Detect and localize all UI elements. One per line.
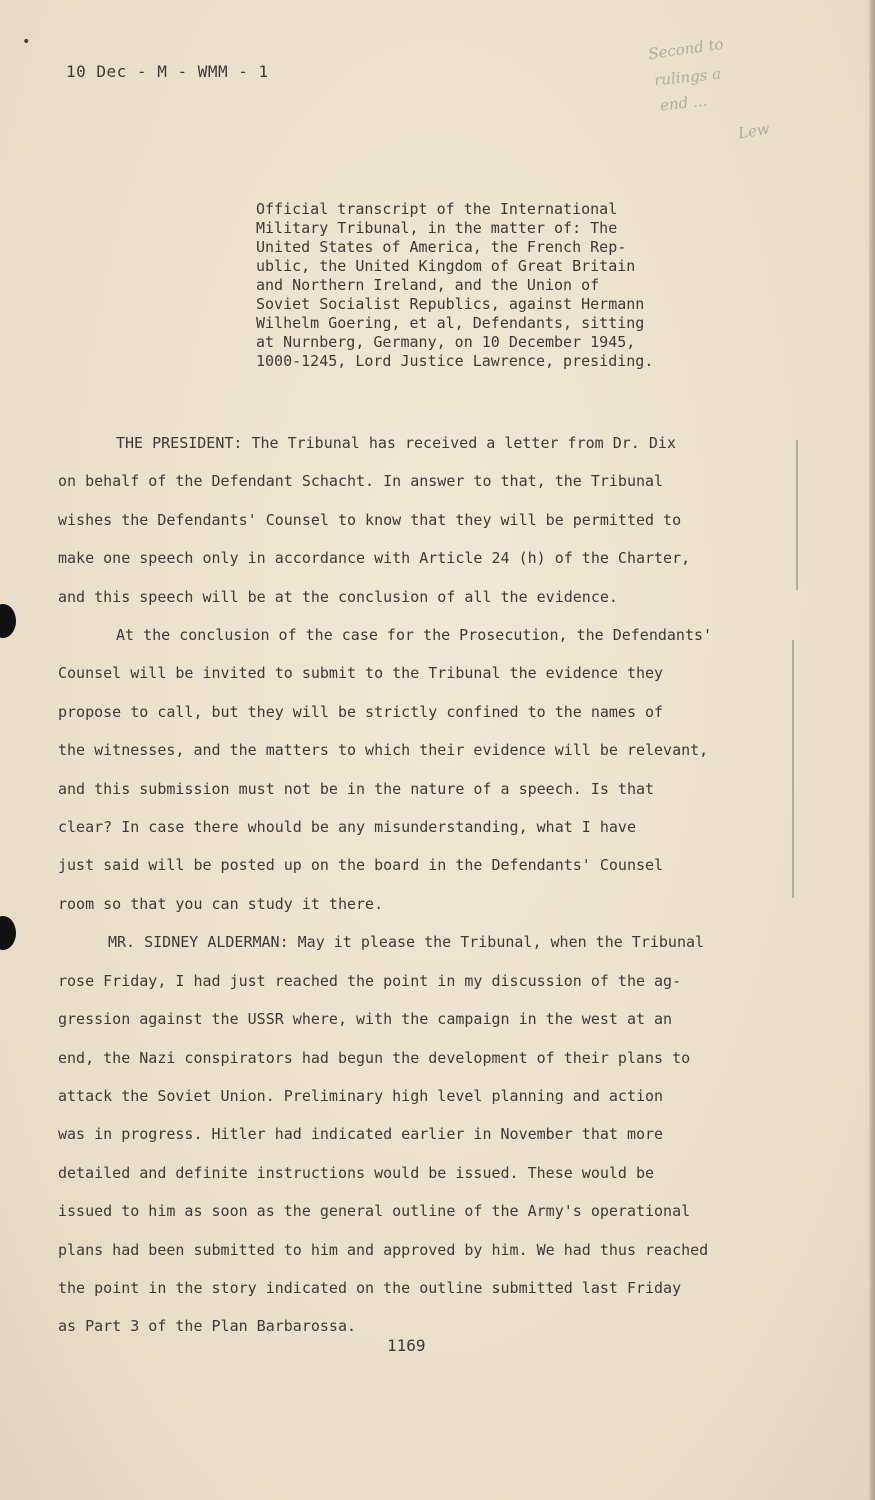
body-line: wishes the Defendants' Counsel to know that they will be permitted to — [58, 510, 682, 529]
body-line: just said will be posted up on the board in the Defendants' Counsel — [58, 856, 664, 875]
body-line: end, the Nazi conspirators had begun the development of their plans to — [58, 1048, 691, 1067]
punch-hole — [0, 916, 16, 950]
body-line: make one speech only in accordance with Article 24 (h) of the Charter, — [58, 549, 691, 568]
handwritten-line: Lew — [736, 119, 772, 143]
caption-line: Military Tribunal, in the matter of: The — [256, 219, 618, 237]
caption-line: and Northern Ireland, and the Union of — [256, 276, 600, 294]
body-line: the witnesses, and the matters to which their evidence will be relevant, — [58, 741, 709, 760]
body-line: Counsel will be invited to submit to the Tribunal the evidence they — [58, 664, 664, 683]
handwritten-line: Second to — [647, 34, 725, 64]
body-line: on behalf of the Defendant Schacht. In answer to that, the Tribunal — [58, 472, 664, 491]
handwritten-line: end ... — [659, 91, 709, 115]
body-line: as Part 3 of the Plan Barbarossa. — [58, 1317, 357, 1336]
handwritten-note — [640, 34, 820, 150]
document-id: 10 Dec - M - WMM - 1 — [66, 62, 269, 81]
body-line: attack the Soviet Union. Preliminary high level planning and action — [58, 1086, 664, 1105]
caption-line: Soviet Socialist Republics, against Hermann — [256, 295, 645, 313]
transcript-caption — [256, 200, 676, 371]
body-line: was in progress. Hitler had indicated earlier in November that more — [58, 1125, 664, 1144]
body-line: room so that you can study it there. — [58, 894, 384, 913]
body-line: THE PRESIDENT: The Tribunal has received a letter from Dr. Dix — [116, 434, 676, 452]
caption-line: United States of America, the French Rep- — [256, 238, 627, 256]
body-line: and this submission must not be in the nature of a speech. Is that — [58, 779, 655, 798]
punch-hole — [0, 604, 16, 638]
page-edge — [869, 0, 875, 1500]
body-line: the point in the story indicated on the outline submitted last Friday — [58, 1278, 682, 1297]
margin-mark — [796, 440, 798, 590]
transcript-body — [58, 424, 778, 1346]
body-line: issued to him as soon as the general outline of the Army's operational — [58, 1202, 691, 1221]
caption-line: Wilhelm Goering, et al, Defendants, sitting — [256, 314, 645, 332]
handwritten-line: rulings a — [653, 64, 722, 90]
body-line: gression against the USSR where, with the campaign in the west at an — [58, 1010, 673, 1029]
body-line: plans had been submitted to him and approved by him. We had thus reached — [58, 1240, 709, 1259]
caption-line: at Nurnberg, Germany, on 10 December 1945, — [256, 333, 636, 351]
body-line: and this speech will be at the conclusion of all the evidence. — [58, 587, 618, 606]
body-line: rose Friday, I had just reached the point in my discussion of the ag- — [58, 971, 682, 990]
caption-line: Official transcript of the International — [256, 200, 618, 218]
body-line: At the conclusion of the case for the Prosecution, the Defendants' — [116, 626, 713, 645]
corner-mark: • — [22, 34, 31, 50]
caption-line: ublic, the United Kingdom of Great Britain — [256, 257, 636, 275]
body-line: MR. SIDNEY ALDERMAN: May it please the Tribunal, when the Tribunal — [108, 933, 705, 952]
caption-line: 1000-1245, Lord Justice Lawrence, presiding. — [256, 352, 654, 370]
margin-mark — [792, 640, 794, 898]
body-line: propose to call, but they will be strictly confined to the names of — [58, 702, 664, 721]
page-number: 1169 — [387, 1336, 426, 1355]
body-line: clear? In case there whould be any misunderstanding, what I have — [58, 818, 636, 837]
body-line: detailed and definite instructions would be issued. These would be — [58, 1163, 655, 1182]
